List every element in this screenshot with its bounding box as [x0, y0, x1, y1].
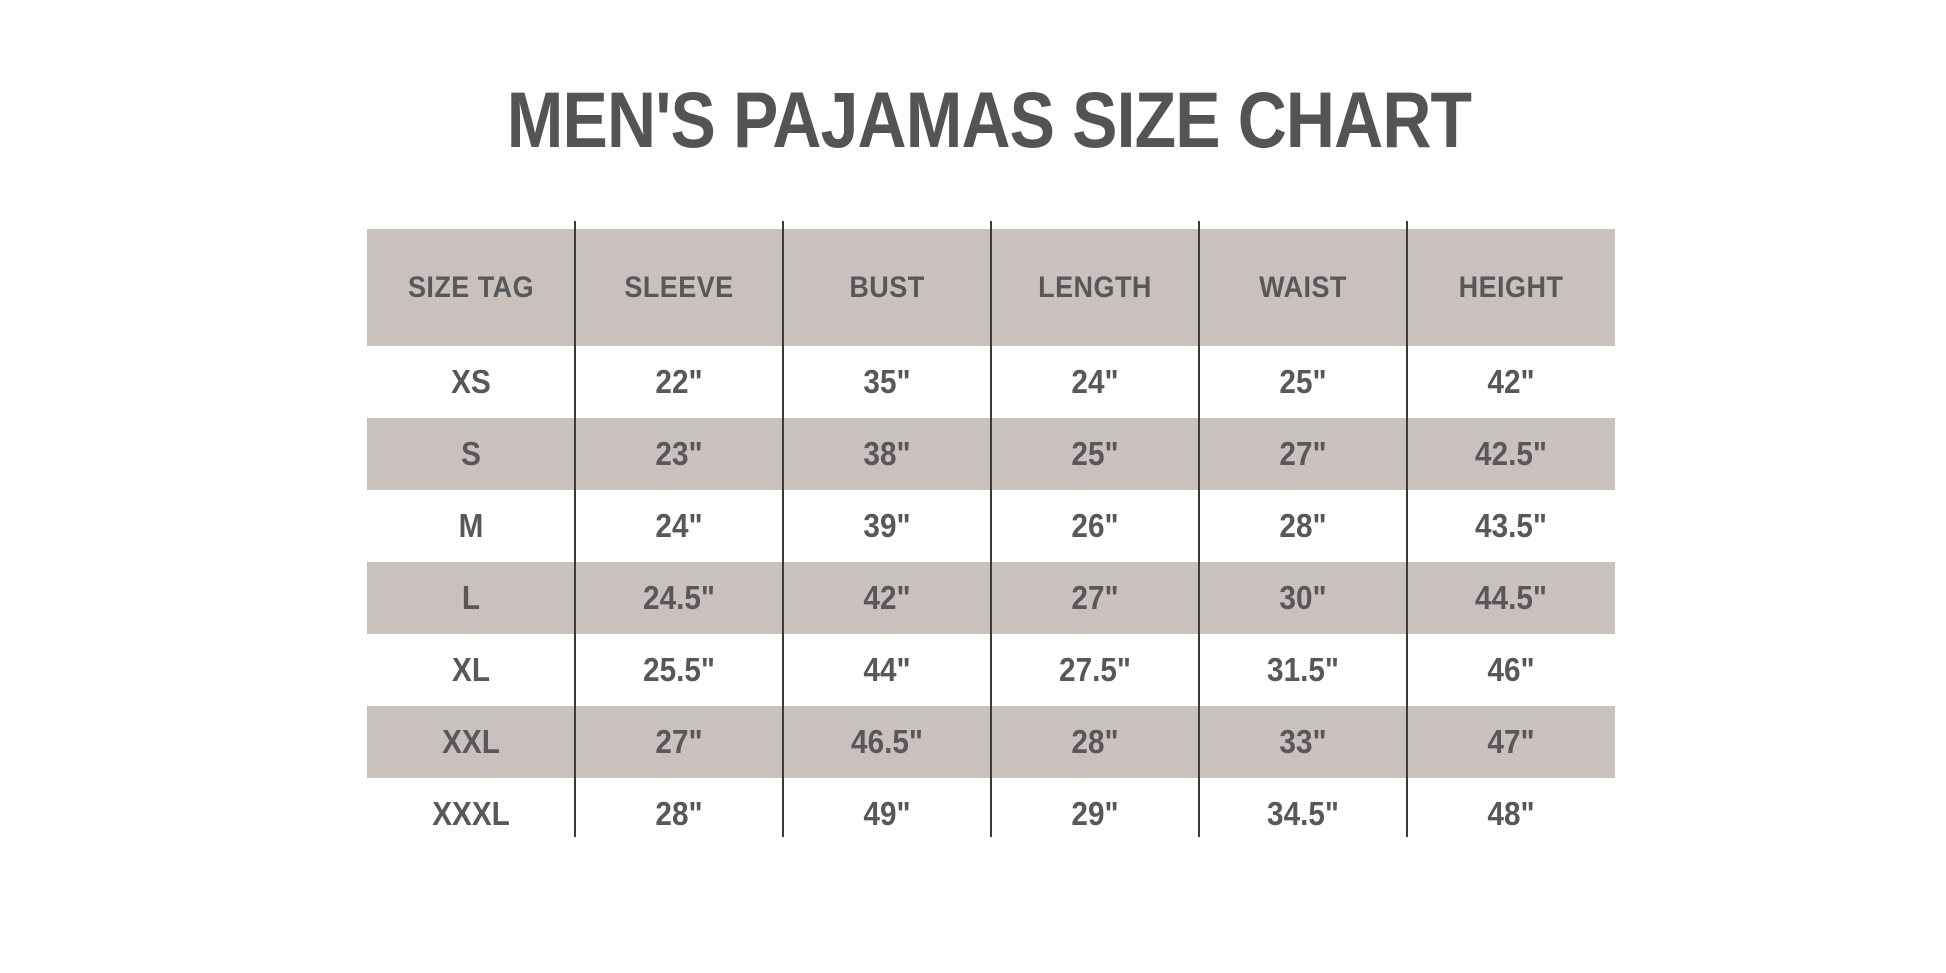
size-tag-cell: S	[461, 435, 481, 472]
value-cell: 24"	[1071, 363, 1119, 400]
value-cell: 28"	[1279, 507, 1327, 544]
page-title: MEN'S PAJAMAS SIZE CHART	[506, 75, 1472, 164]
size-tag-cell: XL	[452, 651, 490, 688]
size-tag-cell: M	[458, 507, 484, 544]
column-divider	[1198, 221, 1200, 837]
header-cell-size-tag: SIZE TAG	[407, 270, 535, 304]
value-cell: 39"	[863, 507, 911, 544]
column-divider	[782, 221, 784, 837]
value-cell: 42.5"	[1475, 435, 1547, 472]
value-cell: 49"	[863, 795, 911, 832]
value-cell: 44"	[863, 651, 911, 688]
value-cell: 24"	[655, 507, 703, 544]
value-cell: 30"	[1279, 579, 1327, 616]
size-tag-cell: L	[461, 579, 481, 616]
column-divider	[990, 221, 992, 837]
value-cell: 33"	[1279, 723, 1327, 760]
value-cell: 27"	[1279, 435, 1327, 472]
value-cell: 22"	[655, 363, 703, 400]
value-cell: 29"	[1071, 795, 1119, 832]
value-cell: 23"	[655, 435, 703, 472]
value-cell: 38"	[863, 435, 911, 472]
value-cell: 34.5"	[1267, 795, 1339, 832]
size-chart-table	[367, 229, 1615, 850]
header-cell-waist: WAIST	[1259, 270, 1347, 304]
header-cell-sleeve: SLEEVE	[624, 270, 734, 304]
value-cell: 44.5"	[1475, 579, 1547, 616]
size-tag-cell: XS	[451, 363, 491, 400]
header-cell-length: LENGTH	[1038, 270, 1152, 304]
value-cell: 25"	[1279, 363, 1327, 400]
value-cell: 46.5"	[851, 723, 923, 760]
size-tag-cell: XXL	[442, 723, 500, 760]
value-cell: 28"	[1071, 723, 1119, 760]
value-cell: 46"	[1487, 651, 1535, 688]
value-cell: 47"	[1487, 723, 1535, 760]
value-cell: 27"	[1071, 579, 1119, 616]
column-divider	[1406, 221, 1408, 837]
value-cell: 28"	[655, 795, 703, 832]
value-cell: 43.5"	[1475, 507, 1547, 544]
header-cell-height: HEIGHT	[1458, 270, 1564, 304]
header-cell-bust: BUST	[849, 270, 925, 304]
value-cell: 35"	[863, 363, 911, 400]
value-cell: 25"	[1071, 435, 1119, 472]
value-cell: 31.5"	[1267, 651, 1339, 688]
value-cell: 26"	[1071, 507, 1119, 544]
value-cell: 25.5"	[643, 651, 715, 688]
column-divider	[574, 221, 576, 837]
value-cell: 42"	[1487, 363, 1535, 400]
size-tag-cell: XXXL	[432, 795, 510, 832]
value-cell: 24.5"	[643, 579, 715, 616]
value-cell: 48"	[1487, 795, 1535, 832]
value-cell: 42"	[863, 579, 911, 616]
value-cell: 27"	[655, 723, 703, 760]
value-cell: 27.5"	[1059, 651, 1131, 688]
